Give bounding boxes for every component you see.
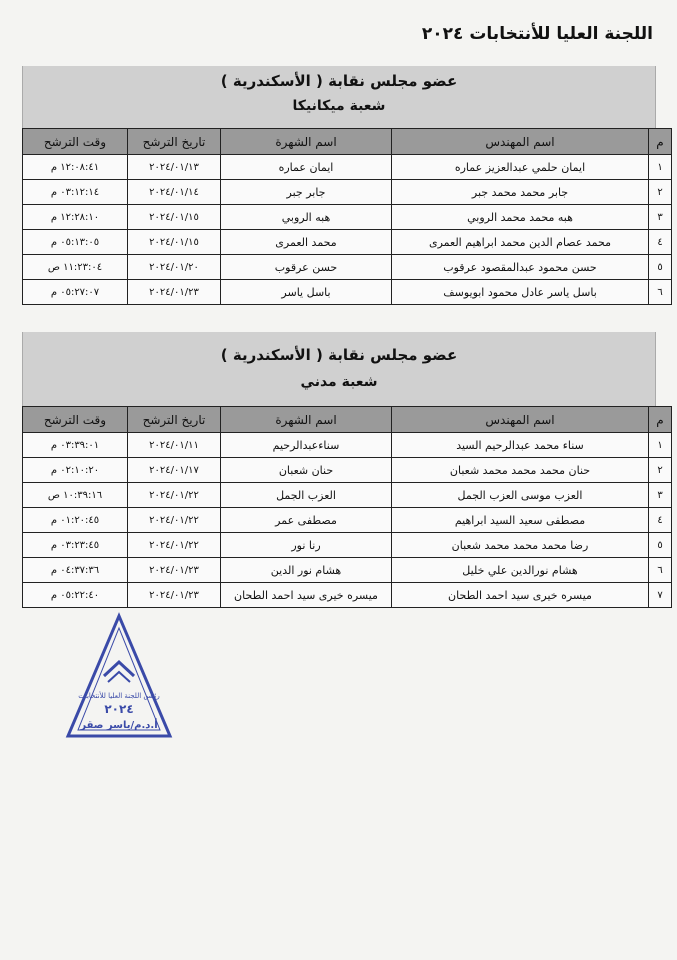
row-number-cell: ١ — [649, 433, 672, 458]
row-number-cell: ٣ — [649, 205, 672, 230]
col-engineer-header: اسم المهندس — [392, 129, 649, 155]
stamp-year: ٢٠٢٤ — [104, 702, 134, 716]
engineer-name-cell: مصطفى سعيد السيد ابراهيم — [392, 508, 649, 533]
table-row — [23, 230, 672, 255]
nickname-cell: ميسره خيرى سيد احمد الطحان — [221, 583, 392, 608]
col-time-header: وقت الترشح — [23, 407, 128, 433]
engineer-name-cell: هبه محمد محمد الروبي — [392, 205, 649, 230]
nickname-cell: جابر جبر — [221, 180, 392, 205]
table-header-row — [23, 407, 672, 433]
engineer-name-cell: ميسره خيرى سيد احمد الطحان — [392, 583, 649, 608]
row-number-cell: ٤ — [649, 230, 672, 255]
nomination-time-cell: ١٢:٠٨:٤١ م — [23, 155, 128, 180]
col-time-header: وقت الترشح — [23, 129, 128, 155]
nomination-date-cell: ٢٠٢٤/٠١/١٧ — [128, 458, 221, 483]
nomination-time-cell: ٠٣:٣٩:٠١ م — [23, 433, 128, 458]
section-division: شعبة ميكانيكا — [292, 98, 386, 114]
nickname-cell: باسل ياسر — [221, 280, 392, 305]
section-division: شعبة مدني — [300, 374, 378, 390]
nomination-date-cell: ٢٠٢٤/٠١/١٤ — [128, 180, 221, 205]
table-row — [23, 533, 672, 558]
official-stamp — [64, 612, 174, 742]
nomination-date-cell: ٢٠٢٤/٠١/٢٢ — [128, 508, 221, 533]
row-number-cell: ٥ — [649, 255, 672, 280]
nomination-time-cell: ١٠:٣٩:١٦ ص — [23, 483, 128, 508]
nomination-time-cell: ٠٣:١٢:١٤ م — [23, 180, 128, 205]
row-number-cell: ٢ — [649, 180, 672, 205]
nomination-date-cell: ٢٠٢٤/٠١/١٥ — [128, 230, 221, 255]
row-number-cell: ١ — [649, 155, 672, 180]
col-engineer-header: اسم المهندس — [392, 407, 649, 433]
nomination-date-cell: ٢٠٢٤/٠١/٢٣ — [128, 280, 221, 305]
row-number-cell: ٦ — [649, 558, 672, 583]
table-row — [23, 180, 672, 205]
nickname-cell: العزب الجمل — [221, 483, 392, 508]
nomination-date-cell: ٢٠٢٤/٠١/٢٢ — [128, 483, 221, 508]
nomination-time-cell: ٠١:٢٠:٤٥ م — [23, 508, 128, 533]
section-title: عضو مجلس نقابة ( الأسكندرية ) — [220, 72, 458, 90]
nomination-time-cell: ٠٢:١٠:٢٠ م — [23, 458, 128, 483]
nomination-time-cell: ٠٥:١٣:٠٥ م — [23, 230, 128, 255]
stamp-signer: أ.د.م/ياسر صقر — [80, 720, 158, 731]
engineer-name-cell: حنان محمد محمد محمد شعبان — [392, 458, 649, 483]
nomination-date-cell: ٢٠٢٤/٠١/١١ — [128, 433, 221, 458]
nomination-time-cell: ١٢:٢٨:١٠ م — [23, 205, 128, 230]
row-number-cell: ٤ — [649, 508, 672, 533]
nickname-cell: مصطفى عمر — [221, 508, 392, 533]
row-number-cell: ٦ — [649, 280, 672, 305]
row-number-cell: ٢ — [649, 458, 672, 483]
candidates-table — [22, 128, 672, 305]
section-banner — [22, 66, 656, 128]
nickname-cell: هبه الروبي — [221, 205, 392, 230]
candidates-table — [22, 406, 672, 608]
page-title: اللجنة العليا للأنتخابات ٢٠٢٤ — [421, 24, 653, 44]
table-row — [23, 155, 672, 180]
row-number-cell: ٣ — [649, 483, 672, 508]
section-title: عضو مجلس نقابة ( الأسكندرية ) — [220, 346, 458, 364]
engineer-name-cell: هشام نورالدين علي خليل — [392, 558, 649, 583]
engineer-name-cell: رضا محمد محمد محمد شعبان — [392, 533, 649, 558]
engineer-name-cell: محمد عصام الدين محمد ابراهيم العمرى — [392, 230, 649, 255]
col-num-header: م — [649, 129, 672, 155]
table-row — [23, 583, 672, 608]
table-row — [23, 483, 672, 508]
col-nickname-header: اسم الشهرة — [221, 129, 392, 155]
section-mechanical — [22, 66, 664, 305]
engineer-name-cell: ايمان حلمي عبدالعزيز عماره — [392, 155, 649, 180]
nickname-cell: سناءعبدالرحيم — [221, 433, 392, 458]
table-header-row — [23, 129, 672, 155]
nomination-date-cell: ٢٠٢٤/٠١/٢٣ — [128, 558, 221, 583]
row-number-cell: ٧ — [649, 583, 672, 608]
nomination-date-cell: ٢٠٢٤/٠١/٢٢ — [128, 533, 221, 558]
nomination-date-cell: ٢٠٢٤/٠١/١٥ — [128, 205, 221, 230]
nickname-cell: هشام نور الدين — [221, 558, 392, 583]
table-row — [23, 508, 672, 533]
section-banner — [22, 332, 656, 406]
row-number-cell: ٥ — [649, 533, 672, 558]
section-civil — [22, 332, 664, 608]
engineer-name-cell: باسل ياسر عادل محمود ابويوسف — [392, 280, 649, 305]
col-nickname-header: اسم الشهرة — [221, 407, 392, 433]
table-row — [23, 280, 672, 305]
engineer-name-cell: العزب موسى العزب الجمل — [392, 483, 649, 508]
nickname-cell: محمد العمرى — [221, 230, 392, 255]
nomination-date-cell: ٢٠٢٤/٠١/٢٣ — [128, 583, 221, 608]
engineer-name-cell: جابر محمد محمد جبر — [392, 180, 649, 205]
col-date-header: تاريخ الترشح — [128, 407, 221, 433]
table-row — [23, 433, 672, 458]
nomination-time-cell: ٠٤:٣٧:٣٦ م — [23, 558, 128, 583]
nickname-cell: ايمان عماره — [221, 155, 392, 180]
nomination-date-cell: ٢٠٢٤/٠١/٢٠ — [128, 255, 221, 280]
table-row — [23, 205, 672, 230]
nomination-time-cell: ١١:٢٣:٠٤ ص — [23, 255, 128, 280]
nomination-time-cell: ٠٥:٢٢:٤٠ م — [23, 583, 128, 608]
table-row — [23, 558, 672, 583]
nickname-cell: رنا نور — [221, 533, 392, 558]
stamp-caption: رئيس اللجنة العليا للأنتخابات — [78, 692, 160, 700]
table-row — [23, 458, 672, 483]
nomination-time-cell: ٠٣:٢٣:٤٥ م — [23, 533, 128, 558]
nickname-cell: حسن عرقوب — [221, 255, 392, 280]
engineer-name-cell: حسن محمود عبدالمقصود عرقوب — [392, 255, 649, 280]
col-date-header: تاريخ الترشح — [128, 129, 221, 155]
table-row — [23, 255, 672, 280]
engineer-name-cell: سناء محمد عبدالرحيم السيد — [392, 433, 649, 458]
nomination-time-cell: ٠٥:٢٧:٠٧ م — [23, 280, 128, 305]
nickname-cell: حنان شعبان — [221, 458, 392, 483]
nomination-date-cell: ٢٠٢٤/٠١/١٣ — [128, 155, 221, 180]
col-num-header: م — [649, 407, 672, 433]
stamp-triangle-icon — [64, 612, 174, 742]
